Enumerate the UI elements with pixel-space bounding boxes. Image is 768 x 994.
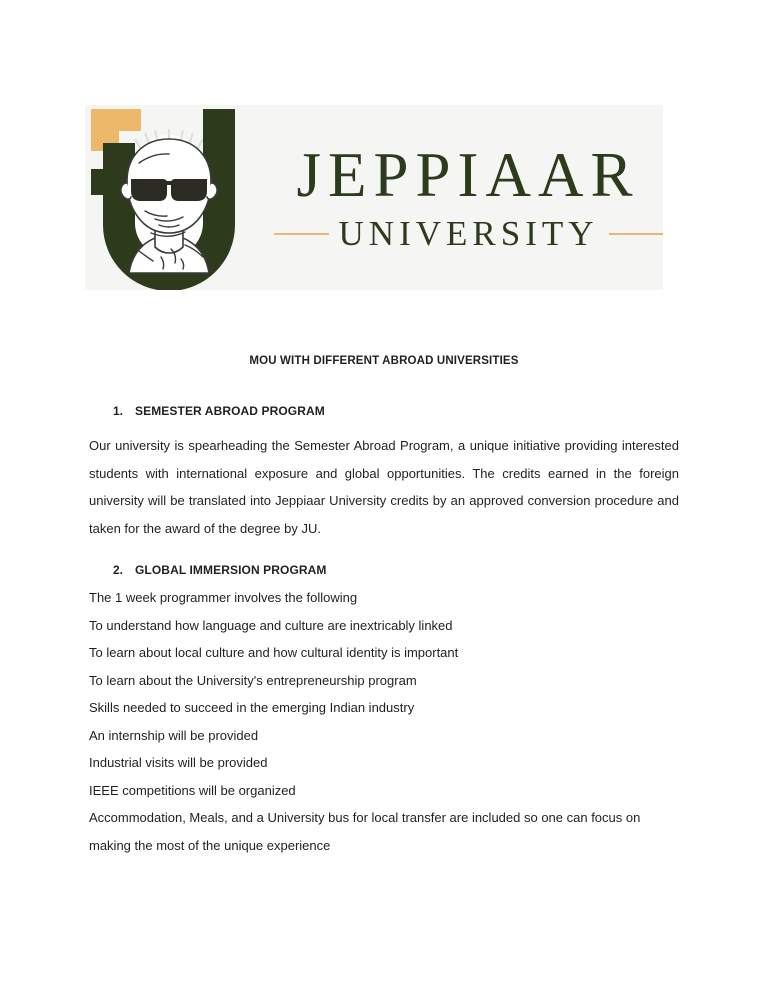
list-item: IEEE competitions will be organized	[89, 782, 296, 798]
section-number-2: 2.	[113, 563, 124, 577]
list-item: The 1 week programmer involves the following	[89, 590, 358, 605]
section-paragraph-1: Our university is spearheading the Semester Abroad Program, a unique initiative providing interested students with international exposure and global opportunities. The credits earned in the foreign university will be translated into Jeppiaar University credits by an approved conversion procedure and taken for the award of the degree by JU.	[89, 438, 679, 536]
document-body	[89, 404, 679, 859]
list-item: To learn about local culture and how cultural identity is important	[89, 645, 459, 660]
list-item: Skills needed to succeed in the emerging Indian industry	[89, 700, 415, 715]
list-item: Industrial visits will be provided	[89, 755, 268, 770]
section-title-2: GLOBAL IMMERSION PROGRAM	[135, 563, 327, 577]
section-line-list-2	[89, 584, 679, 859]
wordmark-primary-text: JEPPIAAR	[296, 140, 640, 210]
letterhead-banner	[85, 105, 663, 290]
section-heading-2	[89, 563, 679, 577]
list-item: An internship will be provided	[89, 727, 259, 743]
section-number-1: 1.	[113, 404, 124, 418]
wordmark-rule-left	[274, 233, 329, 235]
university-logo-icon	[85, 105, 260, 290]
wordmark-secondary-row	[266, 216, 663, 251]
wordmark-secondary-text: UNIVERSITY	[338, 214, 599, 253]
list-item: To understand how language and culture are inextricably linked	[89, 617, 453, 633]
list-item: Accommodation, Meals, and a University bus for local transfer are included so one can focus on making the most of the unique experience	[89, 810, 641, 853]
wordmark-rule-right	[609, 233, 664, 235]
list-item: To learn about the University's entrepreneurship program	[89, 672, 417, 688]
section-title-1: SEMESTER ABROAD PROGRAM	[135, 404, 325, 418]
section-heading-1	[89, 404, 679, 418]
university-wordmark	[260, 140, 663, 253]
document-title: MOU WITH DIFFERENT ABROAD UNIVERSITIES	[249, 355, 519, 367]
